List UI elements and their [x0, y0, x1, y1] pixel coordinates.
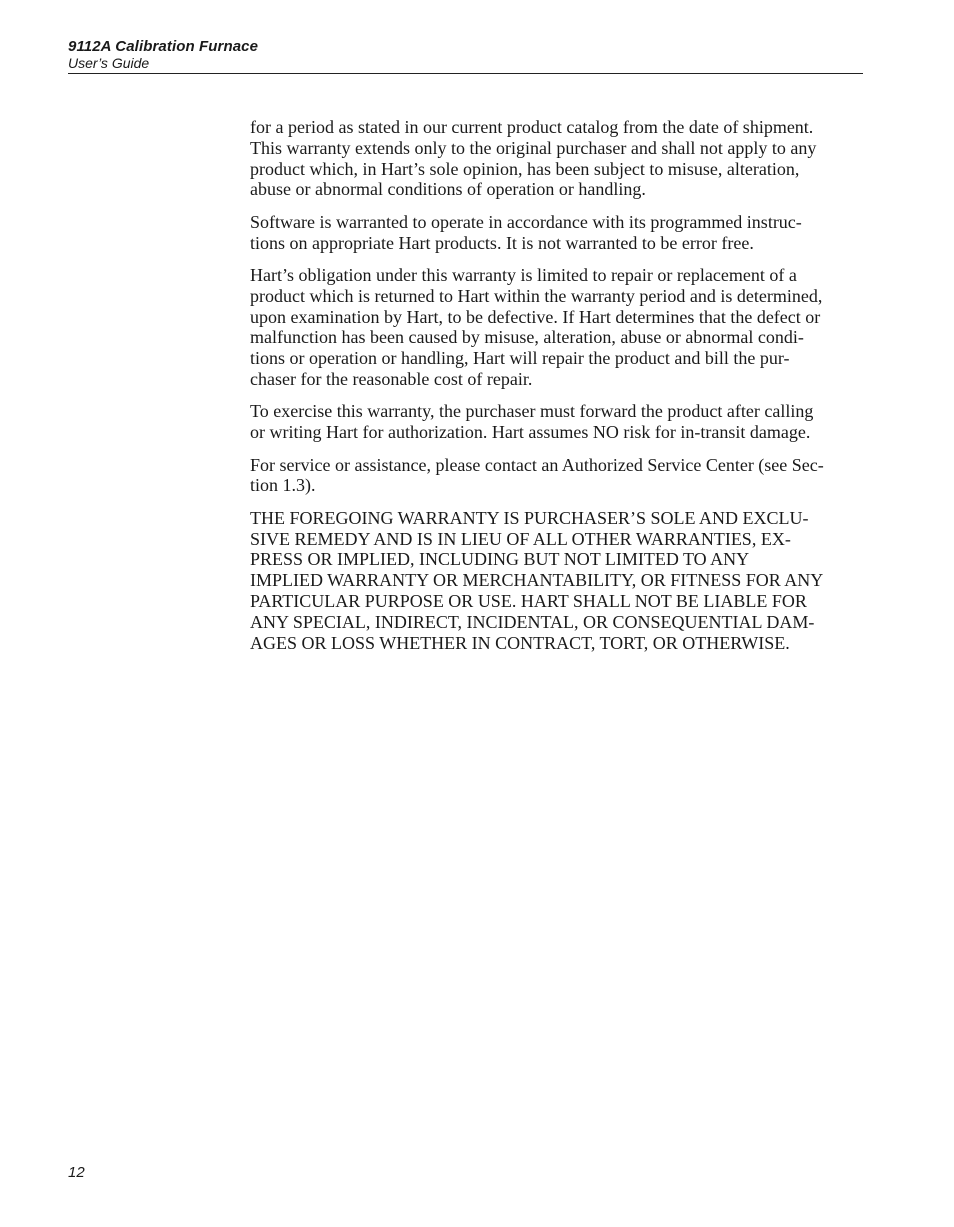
document-subtitle: User’s Guide	[68, 55, 150, 71]
text-line: ANY SPECIAL, INDIRECT, INCIDENTAL, OR CONSEQUENTIAL DAM-	[250, 611, 815, 632]
text-line: for a period as stated in our current product catalog from the date of shipment.	[250, 117, 814, 137]
text-line: For service or assistance, please contact an Authorized Service Center (see Sec-	[250, 454, 824, 475]
text-line: Software is warranted to operate in accordance with its programmed instruc-	[250, 211, 802, 232]
text-line: tions or operation or handling, Hart will repair the product and bill the pur-	[250, 348, 790, 369]
text-line: product which, in Hart’s sole opinion, has been subject to misuse, alteration,	[250, 158, 800, 179]
text-line: IMPLIED WARRANTY OR MERCHANTABILITY, OR FITNESS FOR ANY	[250, 570, 824, 591]
paragraph-software-warranty	[250, 212, 864, 254]
text-line: PARTICULAR PURPOSE OR USE. HART SHALL NOT BE LIABLE FOR	[250, 590, 807, 611]
text-line: product which is returned to Hart within the warranty period and is determined,	[250, 285, 823, 306]
text-line: tions on appropriate Hart products. It is not warranted to be error free.	[250, 232, 754, 253]
text-line: upon examination by Hart, to be defective. If Hart determines that the defect or	[250, 306, 821, 327]
text-line: PRESS OR IMPLIED, INCLUDING BUT NOT LIMITED TO ANY	[250, 549, 750, 570]
document-title: 9112A Calibration Furnace	[68, 38, 259, 55]
text-line: AGES OR LOSS WHETHER IN CONTRACT, TORT, OR OTHERWISE.	[250, 632, 790, 653]
warranty-text	[250, 117, 864, 665]
text-line: To exercise this warranty, the purchaser must forward the product after calling	[250, 401, 814, 422]
paragraph-warranty-period	[250, 117, 864, 200]
page-header	[68, 38, 863, 74]
text-line: or writing Hart for authorization. Hart assumes NO risk for in-transit damage.	[250, 422, 811, 443]
text-line: chaser for the reasonable cost of repair.	[250, 368, 533, 389]
text-line: Hart’s obligation under this warranty is limited to repair or replacement of a	[250, 264, 797, 285]
paragraph-obligation	[250, 265, 864, 390]
text-line: SIVE REMEDY AND IS IN LIEU OF ALL OTHER WARRANTIES, EX-	[250, 528, 791, 549]
text-line: THE FOREGOING WARRANTY IS PURCHASER’S SOLE AND EXCLU-	[250, 507, 809, 528]
text-line: abuse or abnormal conditions of operation or handling.	[250, 179, 646, 200]
paragraph-exercise-warranty	[250, 401, 864, 443]
paragraph-disclaimer	[250, 508, 864, 654]
text-line: tion 1.3).	[250, 475, 316, 496]
paragraph-service	[250, 455, 864, 497]
text-line: This warranty extends only to the original purchaser and shall not apply to any	[250, 137, 817, 158]
page-number: 12	[68, 1164, 85, 1181]
text-line: malfunction has been caused by misuse, alteration, abuse or abnormal condi-	[250, 327, 804, 348]
